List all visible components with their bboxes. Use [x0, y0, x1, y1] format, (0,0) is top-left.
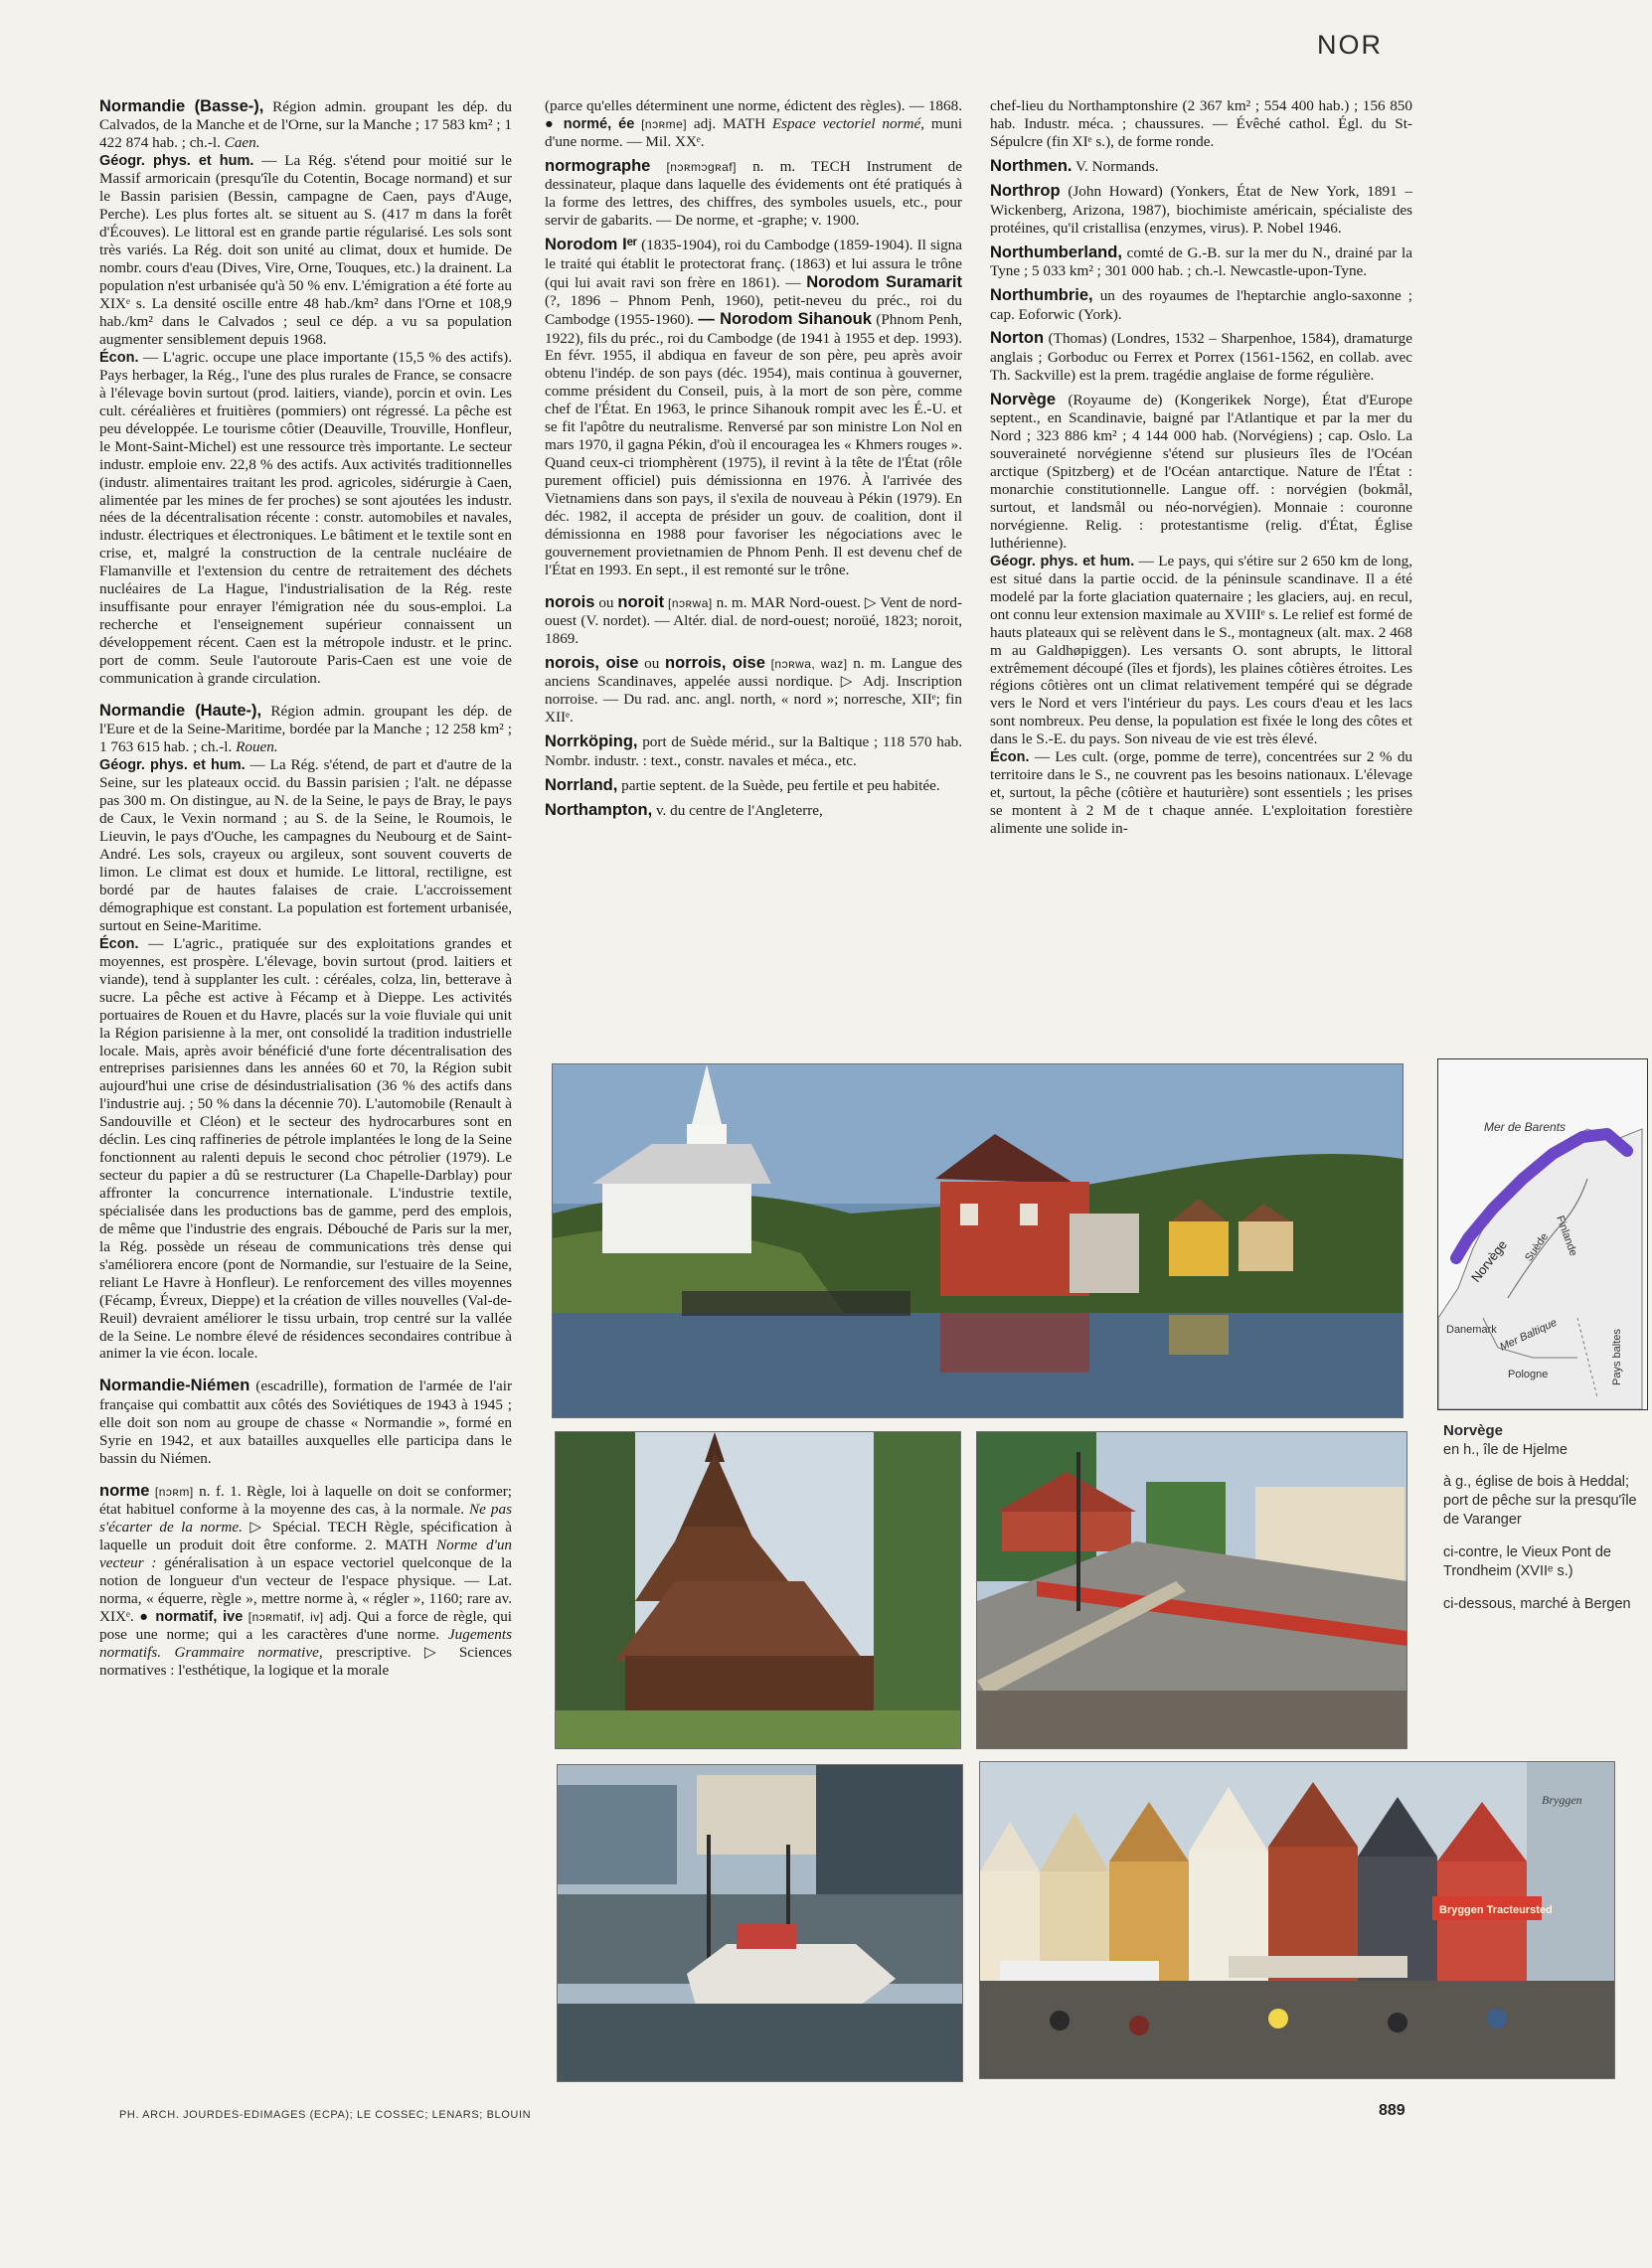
- entry-text: (?, 1896 – Phnom Penh, 1960), petit-neveu du préc., roi du Cambodge (1955-1960).: [545, 292, 962, 329]
- photo-captions: [1443, 1421, 1642, 1627]
- entry-northrop: [990, 182, 1412, 237]
- photo-old-bridge: [976, 1431, 1407, 1749]
- text-column-2: [545, 97, 962, 1052]
- entry-northumbrie: [990, 286, 1412, 323]
- caption-block: [1443, 1473, 1642, 1530]
- conjunction: ou: [644, 655, 660, 673]
- shop-sign: Bryggen Tracteursted: [1439, 1904, 1553, 1916]
- headword: Normandie-Niémen: [99, 1377, 250, 1395]
- map-label: Finlande: [1554, 1214, 1579, 1258]
- headword: Normandie (Basse-),: [99, 97, 264, 115]
- entry-text: muni d'une norme. — Mil. XXᵉ.: [545, 114, 962, 151]
- section-label: Géogr. phys. et hum.: [990, 553, 1135, 569]
- section-label: Écon.: [99, 349, 139, 366]
- pronunciation: [nɔʀme]: [641, 116, 688, 131]
- headword: noroit: [617, 592, 665, 611]
- page-number: 889: [1379, 2102, 1405, 2119]
- section-label: Écon.: [99, 935, 139, 952]
- caption-text: ci-dessous, marché à Bergen: [1443, 1595, 1631, 1612]
- headword: Norton: [990, 329, 1045, 348]
- entry-text: (Royaume de) (Kongerikek Norge), État d'Europe septent., en Scandinavie, baigné par l'Atlantique et par la mer du Nord ; 323 886 km² ; 4 144 000 hab. (Norvégiens) ; cap. Oslo. La souveraineté norvégienne s'étend sur plusieurs îles de l'Océan arctique (Spitzberg) et de l'Océan antarctique. Nature de l'État : monarchie constitutionnelle. Langue off. : norvégien (bokmål, surtout, et landsmål ou néo-norvégien). Monnaie : couronne norvégienne. Relig. : protestantisme (relig. d'État, Église luthérienne).: [990, 391, 1412, 552]
- pronunciation: [nɔʀm]: [154, 1484, 194, 1499]
- entry-text: n. m. TECH Instrument de dessinateur, plaque dans laquelle des évidements ont été pratiqués à la forme des lettres, des chiffres, des symboles usuels, etc., pour servir de gabarits. — De norme, et -graphe; v. 1900.: [545, 157, 962, 230]
- entry-norois: [545, 593, 962, 648]
- entry-norrland: [545, 776, 962, 795]
- section-label: Géogr. phys. et hum.: [99, 153, 254, 170]
- section-text: — Les cult. (orge, pomme de terre), concentrées sur 2 % du territoire dans le S., ne couvrent pas les besoins nationaux. L'élevage et, surtout, la pêche (côtière et hauturière) sont essentiels ; les prises se montent à 2 M de t chaque année. L'exploitation forestière alimente une solide in-: [990, 748, 1412, 838]
- entry-normographe: [545, 157, 962, 230]
- headword: Normandie (Haute-),: [99, 701, 262, 720]
- headword: Norrland,: [545, 775, 618, 794]
- entry-text: prescriptive. ▷ Sciences normatives : l'esthétique, la logique et la morale: [99, 1643, 512, 1679]
- headword: Norodom Suramarit: [806, 272, 962, 291]
- section-label: Géogr. phys. et hum.: [99, 757, 246, 774]
- headword: Northumbrie,: [990, 286, 1093, 305]
- map-label: Suède: [1523, 1230, 1552, 1264]
- entry-text: v. du centre de l'Angleterre,: [655, 802, 823, 820]
- caption-text: en h., île de Hjelme: [1443, 1441, 1568, 1458]
- section-text: — Le pays, qui s'étire sur 2 650 km de long, est situé dans la partie occid. de la péninsule scandinave. Il a été modelé par la forte glaciation quaternaire ; les glaciers, auj. en recul, ont connu leur extension maximale au XVIIIᵉ s. Le relief est formé de hauts plateaux qui se relèvent dans le S., montagneux (alt. max. 2 468 m au Galdhøpiggen). Les versants O. sont abrupts, le littoral extrêmement découpé (îles et fjords), les plaines côtières étroites. Les régions côtières ont un climat relativement tempéré qui se dégrade vers le Nord et vers l'intérieur du pays. Les cours d'eau et les lacs sont nombreux. Peu dense, la population est fixée le long des côtes et dans le S.-E. du pays. Son niveau de vie est très élevé.: [990, 552, 1412, 748]
- entry-text: ▷ Spécial. TECH Règle, spécification à laquelle un produit doit être conforme. 2. MATH: [99, 1519, 512, 1553]
- sub-headword: ● normatif, ive: [139, 1608, 244, 1625]
- map-norway: [1437, 1058, 1648, 1410]
- pronunciation: [nɔʀwa, waz]: [770, 657, 848, 672]
- sub-headword: ● normé, ée: [545, 115, 635, 132]
- headword: Norvège: [990, 390, 1057, 408]
- example: Jugements normatifs. Grammaire normative,: [99, 1625, 512, 1661]
- map-label: Danemark: [1446, 1324, 1497, 1336]
- section-label: Écon.: [990, 749, 1030, 766]
- entry-northumberland: [990, 243, 1412, 280]
- headword: Northumberland,: [990, 243, 1122, 261]
- entry-text: n. m. MAR Nord-ouest. ▷ Vent de nord-ouest (V. nordet). — Altér. dial. de nord-ouest; noroüé, 1823; noroit, 1869.: [545, 593, 962, 648]
- capital: Rouen.: [236, 738, 278, 756]
- headword: norois, oise: [545, 654, 639, 673]
- entry-norvege: [990, 391, 1412, 838]
- capital: Caen.: [224, 134, 260, 152]
- entry-text: adj. Qui a force de règle, qui pose une norme; qui a les caractères d'une norme.: [99, 1607, 512, 1643]
- entry-northampton: [545, 801, 962, 820]
- entry-text: port de Suède mérid., sur la Baltique ; 118 570 hab. Nombr. industr. : text., constr. navales et méca., etc.: [545, 733, 962, 769]
- text-column-1: [99, 97, 512, 2090]
- caption-block: [1443, 1595, 1642, 1614]
- caption-title: Norvège: [1443, 1422, 1504, 1439]
- section-text: — La Rég. s'étend, de part et d'autre de la Seine, sur les plateaux occid. du Bassin parisien ; l'alt. ne dépasse pas 300 m. On distingue, au N. de la Seine, le pays de Bray, le pays de Caux, le Vexin normand ; au S. de la Seine, le Roumois, le Lieuvin, le pays d'Ouche, les campagnes du Neubourg et de Saint-André. Les sols, crayeux ou argileux, sont souvent couverts de limon. Le climat est doux et humide. Le littoral, rectiligne, est bordé par de hautes falaises de craie. L'accroissement démographique est constant. La population est fortement urbanisée, surtout en Seine-Maritime.: [99, 756, 512, 934]
- headword: norois: [545, 592, 595, 611]
- photo-fishing-port: [557, 1764, 963, 2082]
- entry-normandie-niemen: [99, 1377, 512, 1467]
- map-label: Pays baltes: [1611, 1329, 1623, 1385]
- pronunciation: [nɔʀmɔgʀaf]: [666, 159, 737, 174]
- entry-text: (John Howard) (Yonkers, État de New York, 1891 – Wickenberg, Arizona, 1987), biochimiste américain, spécialiste des protéines, qu'il cristallisa (enzymes, virus). P. Nobel 1946.: [990, 183, 1412, 237]
- entry-text: un des royaumes de l'heptarchie anglo-saxonne ; cap. Eoforwic (York).: [990, 287, 1412, 323]
- headword: norrois, oise: [665, 654, 765, 673]
- entry-text: Région admin. groupant les dép. de l'Eure et de la Seine-Maritime, bordée par la Manche ; 12 258 km² ; 1 763 615 hab. ; ch.-l.: [99, 702, 512, 756]
- pronunciation: [nɔʀwa]: [668, 595, 713, 610]
- map-label: Pologne: [1508, 1369, 1549, 1380]
- entry-northmen: [990, 157, 1412, 176]
- pronunciation: [nɔʀmatif, iv]: [248, 1609, 324, 1624]
- example: Ne pas s'écarter de la norme.: [99, 1501, 512, 1536]
- headword: Norrköping,: [545, 732, 638, 751]
- caption-text: à g., église de bois à Heddal; port de pêche sur la presqu'île de Varanger: [1443, 1474, 1637, 1529]
- entry-northampton-continued: [990, 97, 1412, 151]
- entry-norton: [990, 329, 1412, 384]
- map-label: Mer Baltique: [1498, 1316, 1560, 1354]
- headword: Northrop: [990, 182, 1061, 201]
- shop-sign: Bryggen: [1542, 1793, 1582, 1807]
- headword: normographe: [545, 156, 651, 175]
- text-column-3: [990, 97, 1412, 1052]
- example: Norme d'un vecteur :: [99, 1536, 512, 1571]
- headword: Northmen.: [990, 156, 1073, 175]
- headword: — Norodom Sihanouk: [698, 310, 872, 329]
- photo-bergen-market: [979, 1761, 1615, 2079]
- entry-text: n. m. Langue des anciens Scandinaves, appelée aussi nordique. ▷ Adj. Inscription norroise. — Du rad. anc. angl. north, « nord »; norresche, XIIᵉ; fin XIIᵉ.: [545, 655, 962, 727]
- map-label: Mer de Barents: [1484, 1120, 1567, 1134]
- caption-block: [1443, 1543, 1642, 1581]
- photo-stave-church: [555, 1431, 961, 1749]
- entry-norrkoping: [545, 732, 962, 769]
- entry-text: (parce qu'elles déterminent une norme, édictent des règles). — 1868.: [545, 97, 962, 114]
- photo-island-church: [552, 1063, 1404, 1418]
- entry-text: (escadrille), formation de l'armée de l'air française qui combattit aux côtés des Soviétiques de 1943 à 1945 ; elle doit son nom au groupe de chasse « Normandie », formé en Syrie en 1942, et aux batailles auxquelles elle participa dans le bassin du Niémen.: [99, 1377, 512, 1467]
- entry-text: n. f. 1. Règle, loi à laquelle on doit se conformer; état habituel conforme à la moyenne des cas, à la normale.: [99, 1482, 512, 1519]
- section-text: — La Rég. s'étend pour moitié sur le Massif armoricain (presqu'île du Cotentin, Bocage normand) et sur le Bassin parisien (Bessin, campagne de Caen, pays d'Auge, Perche). Les plus fortes alt. se situent au S. (417 m dans la forêt d'Écouves). Le littoral est en grande partie régularisé. Les sols sont très variés. La Rég. doit son unité au climat, doux et humide. De nombr. cours d'eau (Dives, Vire, Orne, Touques, etc.) la drainent. La population n'est urbanisée qu'à 50 % env. L'émigration a été forte au XIXᵉ s. La densité oscille entre 48 hab./km² dans l'Orne et 108,9 hab./km² dans le Calvados ; seul ce dép. a vu sa population augmenter sensiblement depuis 1968.: [99, 152, 512, 348]
- entry-text: comté de G.-B. sur la mer du N., drainé par la Tyne ; 5 033 km² ; 301 000 hab. ; ch.-l. Newcastle-upon-Tyne.: [990, 243, 1412, 280]
- entry-norodom: [545, 236, 962, 578]
- running-head: NOR: [1317, 30, 1383, 60]
- entry-text: Région admin. groupant les dép. du Calvados, de la Manche et de l'Orne, sur la Manche ; 17 583 km² ; 1 422 874 hab. ; ch.-l.: [99, 98, 512, 152]
- entry-text: partie septent. de la Suède, peu fertile et peu habitée.: [621, 776, 940, 794]
- entry-text: V. Normands.: [1075, 157, 1159, 175]
- entry-text: adj. MATH: [693, 114, 766, 132]
- headword: Northampton,: [545, 801, 653, 820]
- entry-normandie-basse: [99, 97, 512, 688]
- section-text: — L'agric. occupe une place importante (15,5 % des actifs). Pays herbager, la Rég., l'une des plus rurales de France, se consacre à l'élevage bovin surtout (prod. laitiers, viande), porcin et ovin. Les cult. céréalières et fruitières (pommiers) ont régressé. La pêche est peu développée. Le tourisme côtier (Deauville, Trouville, Honfleur, le Mont-Saint-Michel) est une ressource très importante. Le secteur industr. emploie env. 22,8 % des actifs. Aux activités traditionnelles (industr. alimentaires traitant les prod. agricoles, sidérurgie à Caen, alimentée par les mines de fer proches) se sont ajoutées les industr. nées de la décentralisation récente : constr. automobiles et navales, industr. électriques et électroniques. Le bâtiment et le textile sont en crise, et, malgré la construction de la centrale nucléaire de Flamanville et l'extension du centre de retraitement des déchets nucléaires de La Hague, l'industrialisation de la Rég. reste insuffisante pour enrayer l'émigration née du sous-emploi. La recherche et l'enseignement supérieur connaissent un développement récent. Caen est la métropole industr. et le princ. port de comm. Seule l'autoroute Paris-Caen est une voie de communication à grande circulation.: [99, 348, 512, 687]
- caption-block: [1443, 1421, 1642, 1459]
- entry-norme-continued: [545, 97, 962, 151]
- entry-text: (Phnom Penh, 1922), fils du préc., roi du Cambodge (de 1941 à 1955 et dep. 1993). En févr. 1955, il abdiqua en faveur de son père, peu après avoir obtenu l'indép. de son pays (déc. 1954), mais continua à gouverner, comme président du Conseil, puis, à la mort de son père, comme chef de l'État. En 1963, le prince Sihanouk rompit avec les É.-U. et se fit l'apôtre du neutralisme. Renversé par son ministre Lon Nol en mars 1970, il gagna Pékin, d'où il encouragea les « Khmers rouges ». Quand ceux-ci triomphèrent (1975), il revint à la tête de l'État (rôle purement officiel) puis démissionna en 1976. À l'arrivée des Vietnamiens dans son pays, il s'exila de nouveau à Pékin (1979). En déc. 1982, il accepta de présider un gouv. de coalition, dont il démissionna en 1988 pour favoriser les négociations avec le gouvernement provietnamien de Phnom Penh. Il est devenu chef de l'État en 1993. En sept., il est remonté sur le trône.: [545, 311, 962, 578]
- headword: Norodom Iᵉʳ: [545, 236, 638, 254]
- section-text: — L'agric., pratiquée sur des exploitations grandes et moyennes, est prospère. L'élevage, bovin surtout (prod. laitiers et viande), tend à supplanter les cult. : céréales, colza, lin, betterave à sucre. La pêche est active à Fécamp et à Dieppe. Les activités portuaires de Rouen et du Havre, placés sur la voie fluviale qui unit la Région parisienne à la mer, ont consolidé la tradition industrielle locale. Mais, après avoir bénéficié d'une forte décentralisation des entreprises parisiennes dans les années 60 et 70, la Région subit aujourd'hui une crise de désindustrialisation (36 % des actifs dans l'industrie auj. ; 50 % dans la décennie 70). L'automobile (Renault à Sandouville et Cléon) et le secteur des hydrocarbures sont en déclin. Les cinq raffineries de pétrole implantées le long de la Seine fonctionnent au ralenti depuis le second choc pétrolier (1979). Le secteur du papier a dû se restructurer (La Chapelle-Darblay) pour affronter la concurrence internationale. L'industrie textile, spécialisée dans les productions bas de gamme, perd des emplois, de même que l'industrie des engrais. Débouché de Paris sur la mer, la Rég. possède un réseau de communications très dense qui s'améliorera encore (pont de Normandie, sur l'estuaire de la Seine, reliant Le Havre à Honfleur). Le renforcement des villes moyennes (Fécamp, Évreux, Dieppe) et la création de villes nouvelles (Val-de-Reuil) devraient améliorer le tissu urbain, trop centré sur la vallée de la Seine. Le nombre élevé de résidences secondaires contribue à animer la vie écon. locale.: [99, 934, 512, 1363]
- example: Espace vectoriel normé,: [771, 114, 925, 132]
- map-label: Norvège: [1468, 1236, 1511, 1285]
- entry-norme: [99, 1482, 512, 1680]
- entry-text: (1835-1904), roi du Cambodge (1859-1904). Il signa le traité qui établit le protectorat franç. (1863) et lui assura le trône (qui lui avait ravi son frère en 1861). —: [545, 237, 962, 291]
- entry-text: généralisation à un espace vectoriel quelconque de la notion de longueur d'un vecteur de l'espace physique. — Lat. norma, « équerre, règle », mettre norme à, « régler », 1160; rare av. XIXᵉ.: [99, 1553, 512, 1625]
- conjunction: ou: [598, 593, 614, 611]
- photo-credits: PH. ARCH. JOURDES-EDIMAGES (ECPA); LE COSSEC; LENARS; BLOUIN: [119, 2109, 532, 2121]
- headword: norme: [99, 1481, 150, 1500]
- entry-norois-oise: [545, 654, 962, 727]
- entry-text: chef-lieu du Northamptonshire (2 367 km² ; 554 400 hab.) ; 156 850 hab. Industr. méca. ; chaussures. — Évêché cathol. Égl. du St-Sépulcre (fin XIᵉ s.), de forme ronde.: [990, 97, 1412, 150]
- entry-normandie-haute: [99, 702, 512, 1364]
- entry-text: (Thomas) (Londres, 1532 – Sharpenhoe, 1584), dramaturge anglais ; Gorboduc ou Ferrex et Porrex (1561-1562, en collab. avec Th. Sackville) est la prem. tragédie anglaise de forme régulière.: [990, 330, 1412, 384]
- caption-text: ci-contre, le Vieux Pont de Trondheim (XVIIᵉ s.): [1443, 1543, 1611, 1579]
